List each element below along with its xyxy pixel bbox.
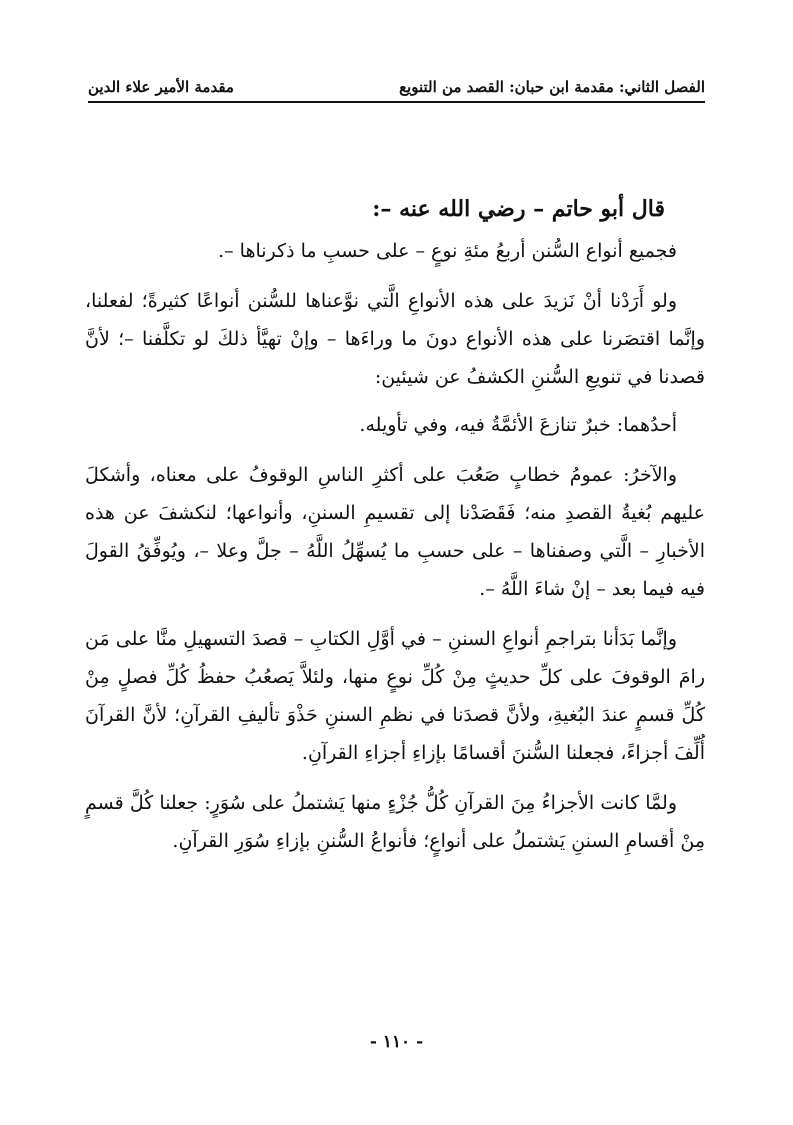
book-part-title: مقدمة الأمير علاء الدين bbox=[88, 78, 234, 96]
paragraph: والآخرُ: عمومُ خطابٍ صَعُبَ على أكثرِ الناسِ الوقوفُ على معناه، وأشكلَ عليهم بُغيةُ القصدِ منه؛ فَقَصَدْنا إلى تقسيمِ السننِ، وأنواعها؛ لنكشفَ عن هذه الأخبارِ – الَّتي وصفناها – على حسبِ ما يُسهِّلُ اللَّهُ – جلَّ وعلا –، ويُوفِّقُ القولَ فيه فيما بعد – إنْ شاءَ اللَّهُ –. bbox=[85, 464, 705, 600]
page-number: - ١١٠ - bbox=[369, 1032, 424, 1052]
paragraph: فجميع أنواع السُّنن أربعُ مئةِ نوعٍ – على حسبِ ما ذكرناها –. bbox=[218, 240, 677, 262]
running-header bbox=[88, 70, 705, 96]
paragraph: ولو أَرَدْنا أنْ نَزيدَ على هذه الأنواعِ الَّتي نوَّعناها للسُّنن أنواعًا كثيرةً؛ لفعلنا، وإنَّما اقتصَرنا على هذه الأنواع دونَ ما وراءَها – وإنْ تهيَّأ ذلكَ لو تكلَّفنا –؛ لأنَّ قصدنا في تنويعِ السُّننِ الكشفُ عن شيئين: bbox=[85, 290, 705, 388]
header-rule bbox=[88, 101, 705, 103]
chapter-title: الفصل الثاني: مقدمة ابن حبان: القصد من التنويع bbox=[399, 78, 705, 96]
body-text bbox=[85, 190, 705, 872]
paragraph: أحدُهما: خبرٌ تنازعَ الأئمَّةُ فيه، وفي تأويله. bbox=[359, 414, 677, 436]
paragraph: ولمَّا كانت الأجزاءُ مِنَ القرآنِ كُلُّ جُزْءٍ منها يَشتملُ على سُوَرٍ: جعلنا كُلَّ قسمٍ مِنْ أقسامِ السننِ يَشتملُ على أنواعٍ؛ فأنواعُ السُّننِ بإزاءِ سُوَرِ القرآنِ. bbox=[85, 792, 705, 852]
paragraph: وإنَّما بَدَأنا بتراجمِ أنواعِ السننِ – في أوَّلِ الكتابِ – قصدَ التسهيلِ منَّا على مَن رامَ الوقوفَ على كلِّ حديثٍ مِنْ كُلِّ نوعٍ منها، ولئلاَّ يَصعُبُ حفظُ كُلِّ فصلٍ مِنْ كُلِّ قسمٍ عندَ البُغيةِ، ولأنَّ قصدَنا في نظمِ السننِ حَذْوَ تأليفِ القرآنِ؛ لأنَّ القرآنَ أُلِّفَ أجزاءً، فجعلنا السُّننَ أقسامًا بإزاءِ أجزاءِ القرآنِ. bbox=[85, 628, 705, 764]
opening-line: قال أبو حاتم – رضي الله عنه –: bbox=[372, 196, 665, 222]
